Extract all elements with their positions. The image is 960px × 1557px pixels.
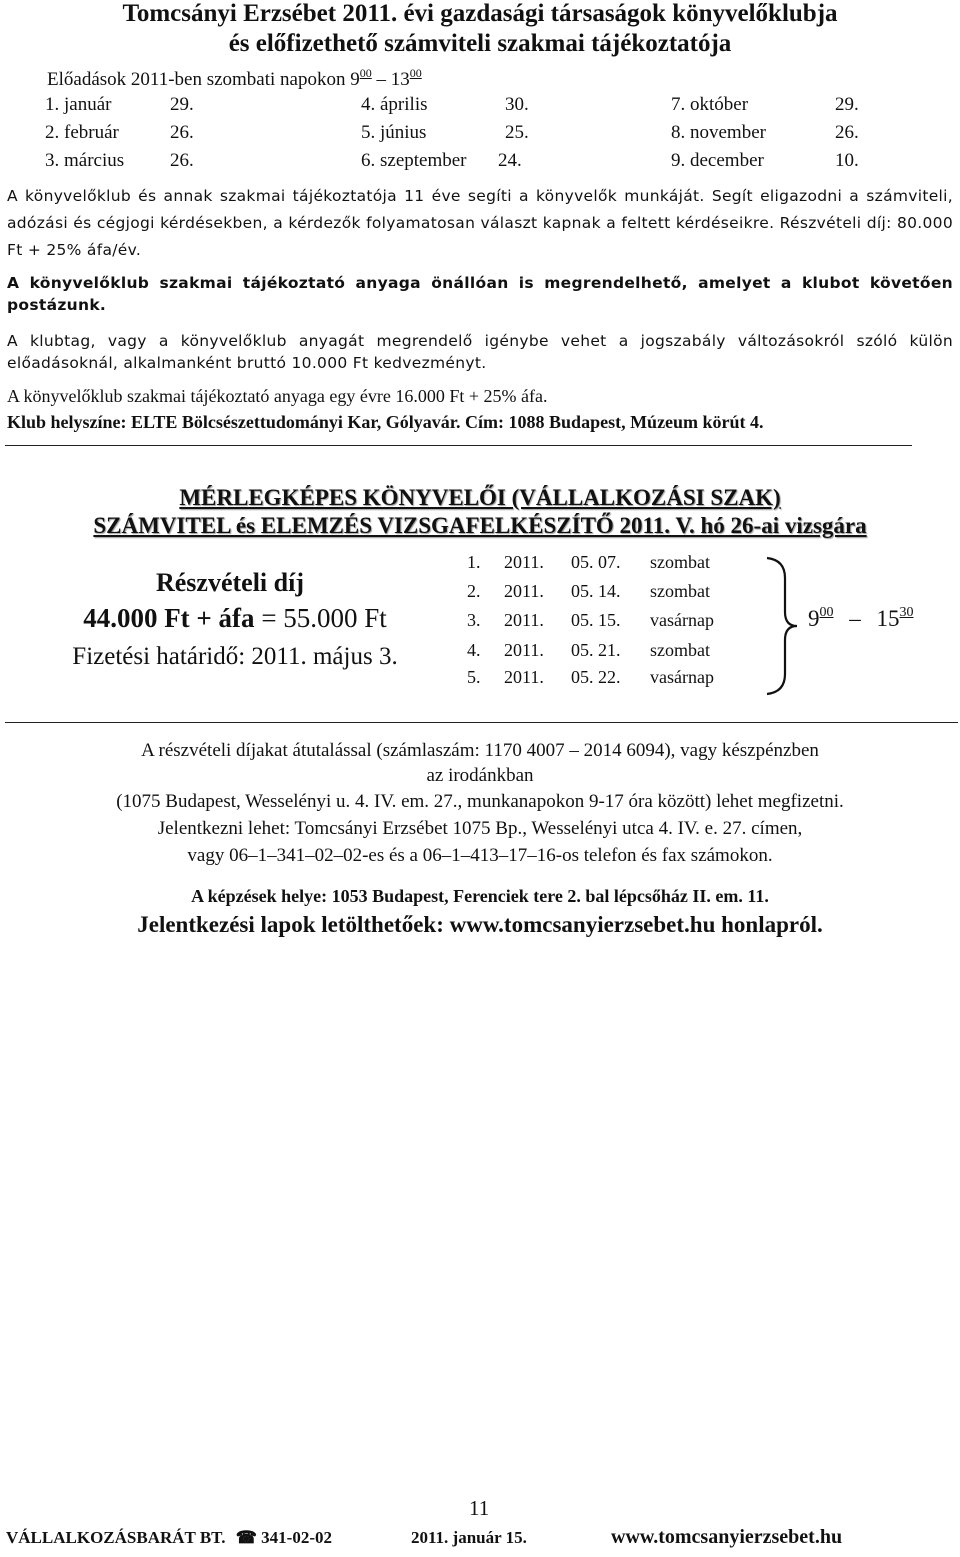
lecture-time-from-sup: 00 [359, 66, 372, 80]
lecture-time-dash: – [376, 69, 386, 90]
training-location: A képzések helye: 1053 Budapest, Ferenciek tere 2. bal lépcsőház II. em. 11. [191, 886, 769, 906]
exam-time-dash: – [849, 606, 861, 631]
club-discount-note: A klubtag, vagy a könyvelőklub anyagát megrendelő igénybe vehet a jogszabály változásokról szóló külön előadásoknál, alkalmanként bruttó 10.000 Ft kedvezményt. [7, 332, 953, 372]
page-title: Tomcsányi Erzsébet 2011. évi gazdasági társaságok könyvelőklubja [122, 0, 838, 27]
payment-line: A részvételi díjakat átutalással (számlaszám: 1170 4007 – 2014 6094), vagy készpénzben [141, 740, 819, 761]
exam-subtitle: SZÁMVITEL és ELEMZÉS VIZSGAFELKÉSZÍTŐ 2011. V. hó 26-ai vizsgára [93, 513, 867, 538]
session-year: 2011. [504, 667, 544, 687]
download-note: Jelentkezési lapok letölthetőek: www.tomcsanyierzsebet.hu honlapról. [137, 912, 823, 937]
club-order-note: A könyvelőklub szakmai tájékoztató anyaga önállóan is megrendelhető, amelyet a klubot követően postázunk. [7, 274, 953, 314]
calendar-day: 26. [835, 122, 859, 143]
session-year: 2011. [504, 581, 544, 601]
section-divider [5, 445, 912, 446]
session-weekday: vasárnap [650, 667, 714, 687]
exam-fee-net: 44.000 Ft + áfa [83, 603, 255, 633]
calendar-day: 26. [170, 150, 194, 171]
registration-phone: vagy 06–1–341–02–02-es és a 06–1–413–17–16-os telefon és fax számokon. [187, 845, 773, 866]
footer-date: 2011. január 15. [411, 1528, 527, 1547]
phone-icon: ☎ [235, 1528, 257, 1547]
curly-brace-icon [763, 556, 799, 696]
exam-fee-label: Részvételi díj [155, 568, 304, 597]
page-subtitle: és előfizethető számviteli szakmai tájékoztatója [228, 30, 732, 57]
lecture-times [47, 66, 422, 91]
calendar-day: 30. [505, 94, 529, 115]
session-weekday: szombat [650, 552, 710, 572]
page-number: 11 [469, 1496, 490, 1520]
exam-fee-gross: = 55.000 Ft [254, 603, 387, 633]
footer-website[interactable]: www.tomcsanyierzsebet.hu [611, 1526, 843, 1548]
lecture-time-to: 13 [390, 69, 410, 90]
calendar-day: 25. [505, 122, 529, 143]
exam-title: MÉRLEGKÉPES KÖNYVELŐI (VÁLLALKOZÁSI SZAK) [179, 485, 781, 510]
session-weekday: szombat [650, 640, 710, 660]
session-year: 2011. [504, 552, 544, 572]
session-number: 3. [467, 610, 481, 630]
footer-phone: 341-02-02 [261, 1528, 332, 1547]
section-divider [5, 722, 958, 723]
session-year: 2011. [504, 610, 544, 630]
calendar-month: 1. január [45, 94, 112, 115]
calendar-day: 10. [835, 150, 859, 171]
exam-fee [0, 603, 470, 634]
session-year: 2011. [504, 640, 544, 660]
exam-time-to-sup: 30 [899, 605, 914, 620]
registration-address: Jelentkezni lehet: Tomcsányi Erzsébet 1075 Bp., Wesselényi utca 4. IV. e. 27. címen, [157, 818, 803, 839]
session-date: 05. 15. [571, 610, 621, 630]
footer-company-name: VÁLLALKOZÁSBARÁT BT. [6, 1528, 226, 1547]
calendar-month: 6. szeptember [361, 150, 467, 171]
calendar-day: 26. [170, 122, 194, 143]
exam-payment-deadline: Fizetési határidő: 2011. május 3. [72, 643, 398, 670]
calendar-month: 5. június [361, 122, 427, 143]
exam-time-from-sup: 00 [819, 605, 834, 620]
calendar-day: 29. [170, 94, 194, 115]
session-weekday: vasárnap [650, 610, 714, 630]
session-date: 05. 07. [571, 552, 621, 572]
session-date: 05. 14. [571, 581, 621, 601]
lecture-time-to-sup: 00 [409, 66, 422, 80]
club-venue: Klub helyszíne: ELTE Bölcsészettudományi Kar, Gólyavár. Cím: 1088 Budapest, Múzeum körút 4. [7, 412, 764, 432]
payment-address: (1075 Budapest, Wesselényi u. 4. IV. em. 27., munkanapokon 9-17 óra között) lehet megfizetni. [116, 791, 844, 812]
calendar-month: 7. október [671, 94, 749, 115]
footer-company [6, 1528, 332, 1548]
club-annual-price: A könyvelőklub szakmai tájékoztató anyaga egy évre 16.000 Ft + 25% áfa. [7, 386, 548, 406]
calendar-month: 9. december [671, 150, 764, 171]
session-date: 05. 22. [571, 667, 621, 687]
payment-line: az irodánkban [426, 765, 534, 786]
calendar-month: 3. március [45, 150, 125, 171]
exam-time-to: 15 [876, 606, 900, 631]
calendar-day: 29. [835, 94, 859, 115]
session-number: 5. [467, 667, 481, 687]
session-number: 2. [467, 581, 481, 601]
calendar-month: 8. november [671, 122, 766, 143]
exam-session-time [808, 605, 914, 632]
exam-time-from: 9 [808, 606, 820, 631]
session-number: 4. [467, 640, 481, 660]
session-weekday: szombat [650, 581, 710, 601]
calendar-month: 2. február [45, 122, 119, 143]
session-date: 05. 21. [571, 640, 621, 660]
session-number: 1. [467, 552, 481, 572]
calendar-day: 24. [498, 150, 522, 171]
lecture-times-prefix: Előadások 2011-ben szombati napokon 9 [47, 69, 360, 90]
calendar-month: 4. április [361, 94, 428, 115]
club-description: A könyvelőklub és annak szakmai tájékoztatója 11 éve segíti a könyvelők munkáját. Segít eligazodni a számviteli, adózási és cégjogi kérdésekben, a kérdezők folyamatosan választ kapnak a feltett kérdéseikre. Részvételi díj: 80.000 Ft + 25% áfa/év. [7, 187, 953, 259]
